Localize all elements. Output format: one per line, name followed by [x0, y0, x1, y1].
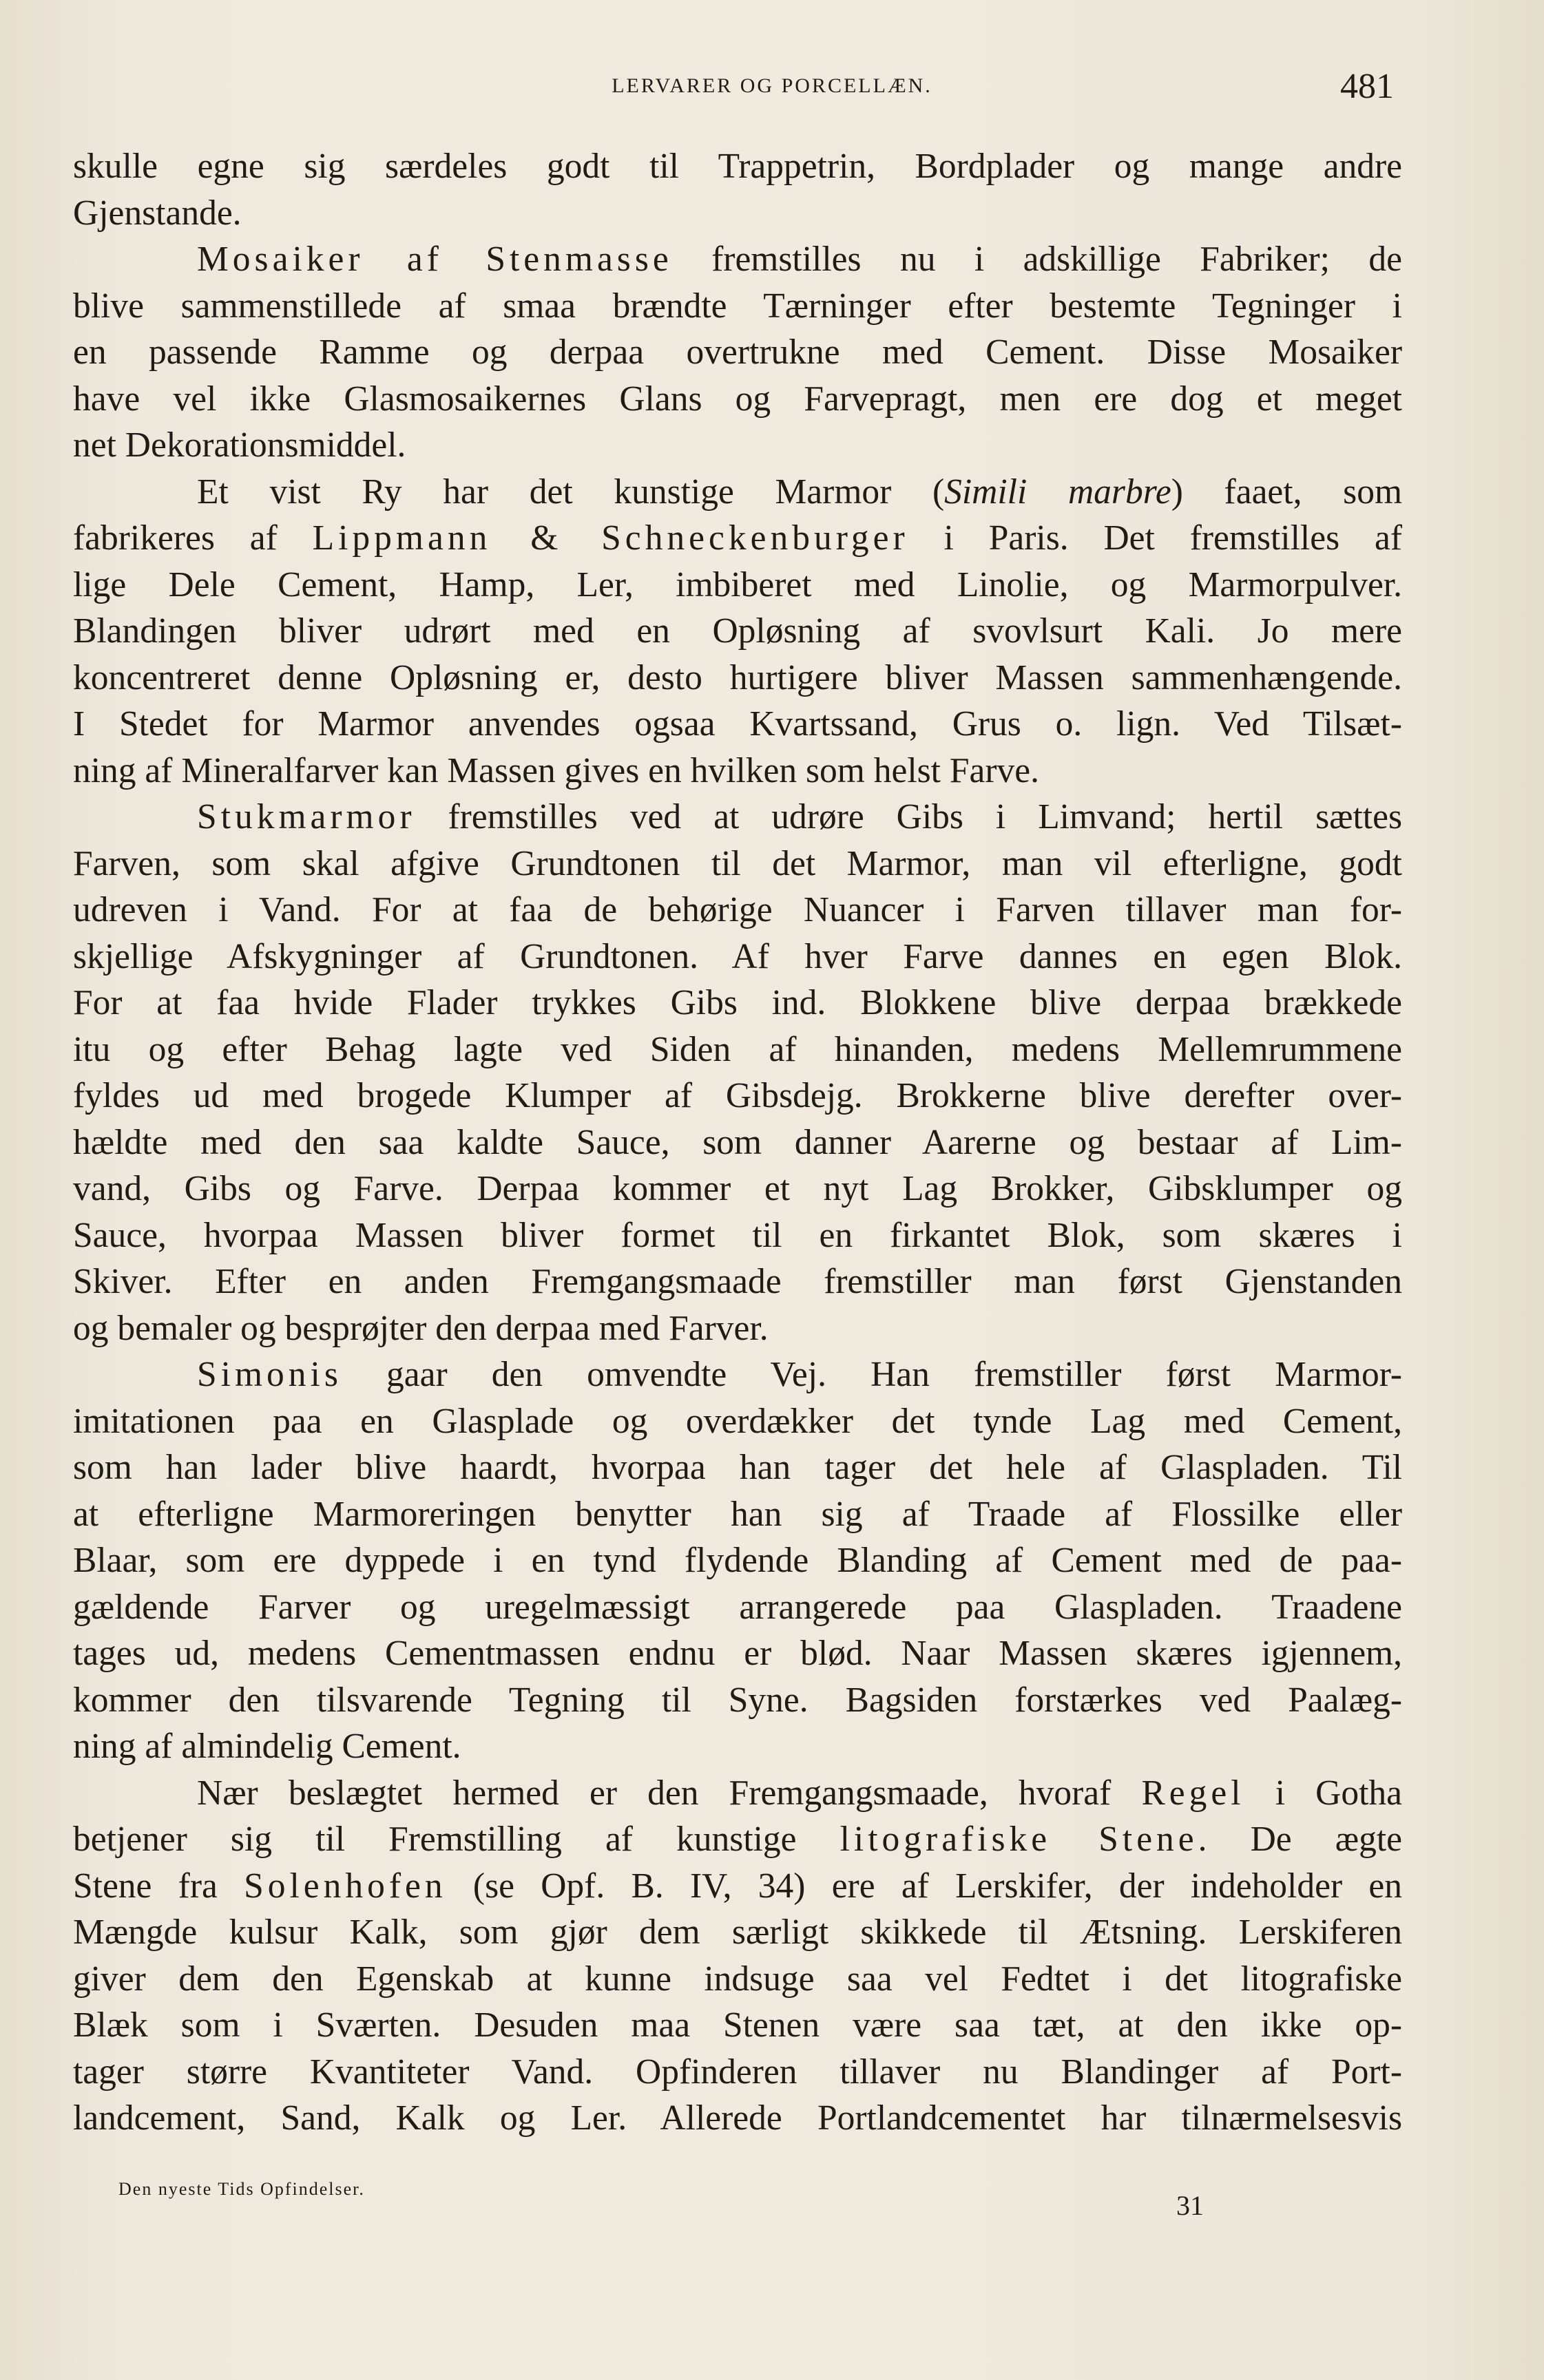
text-run: fabrikeres af	[73, 518, 313, 558]
spaced-term: Lippmann & Schneckenburger	[312, 518, 909, 558]
text-line	[73, 934, 1402, 980]
text-line	[73, 2095, 1402, 2142]
text-run: have vel ikke Glasmosaikernes Glans og Farvepragt, men ere dog et meget	[73, 379, 1402, 419]
text-line	[73, 2002, 1402, 2049]
spaced-term: Simonis	[197, 1355, 342, 1394]
text-run: Farven, som skal afgive Grundtonen til det Marmor, man vil efterligne, godt	[73, 843, 1402, 883]
text-line	[73, 562, 1402, 609]
text-run: itu og efter Behag lagte ved Siden af hinanden, medens Mellemrummene	[73, 1029, 1402, 1069]
text-run: Skiver. Efter en anden Fremgangsmaade fremstiller man først Gjenstanden	[73, 1262, 1402, 1301]
body-text	[73, 143, 1402, 2142]
text-line	[73, 1956, 1402, 2003]
text-run: Nær beslægtet hermed er den Fremgangsmaade, hvoraf	[197, 1773, 1142, 1813]
text-line	[73, 236, 1402, 283]
text-line	[73, 329, 1402, 376]
spaced-term: Stukmarmor	[197, 797, 416, 836]
text-line	[73, 1259, 1402, 1305]
spaced-term: Regel	[1141, 1773, 1245, 1813]
text-run: Gjenstande.	[73, 193, 242, 233]
text-line	[73, 608, 1402, 655]
text-run: i Paris. Det fremstilles af	[908, 518, 1402, 558]
text-line	[73, 515, 1402, 562]
text-run: . De ægte	[1198, 1820, 1402, 1859]
footer-signature: Den nyeste Tids Opfindelser.	[118, 2179, 365, 2199]
text-line	[73, 376, 1402, 423]
text-line	[73, 143, 1402, 190]
text-line	[73, 1166, 1402, 1212]
text-run: Blandingen bliver udrørt med en Opløsning af svovlsurt Kali. Jo mere	[73, 611, 1402, 651]
text-run: vand, Gibs og Farve. Derpaa kommer et nyt Lag Brokker, Gibsklumper og	[73, 1169, 1402, 1208]
text-run: skulle egne sig særdeles godt til Trappetrin, Bordplader og mange andre	[73, 147, 1402, 186]
text-run: fyldes ud med brogede Klumper af Gibsdejg. Brokkerne blive derefter over-	[73, 1076, 1402, 1115]
text-run: imitationen paa en Glasplade og overdækker det tynde Lag med Cement,	[73, 1401, 1402, 1441]
text-run: Sauce, hvorpaa Massen bliver formet til en firkantet Blok, som skæres i	[73, 1215, 1402, 1255]
text-line	[73, 1351, 1402, 1398]
text-run: en passende Ramme og derpaa overtrukne med Cement. Disse Mosaiker	[73, 333, 1402, 372]
text-run: net Dekorationsmiddel.	[73, 425, 406, 465]
text-line	[73, 1723, 1402, 1770]
spaced-term: Solenhofen	[244, 1866, 447, 1906]
text-run: Blæk som i Sværten. Desuden maa Stenen være saa tæt, at den ikke op-	[73, 2005, 1402, 2045]
text-line	[73, 1073, 1402, 1119]
text-line	[73, 1816, 1402, 1863]
text-run: Stene fra	[73, 1866, 244, 1906]
text-run: at efterligne Marmoreringen benytter han sig af Traade af Flossilke eller	[73, 1494, 1402, 1534]
running-head: LERVARER OG PORCELLÆN.	[612, 74, 932, 97]
text-run: I Stedet for Marmor anvendes ogsaa Kvartssand, Grus o. lign. Ved Tilsæt-	[73, 704, 1402, 744]
text-line	[73, 2049, 1402, 2096]
text-run: gældende Farver og uregelmæssigt arrangerede paa Glaspladen. Traadene	[73, 1587, 1402, 1627]
text-run: (se Opf. B. IV, 34) ere af Lerskifer, der indeholder en	[446, 1866, 1402, 1906]
text-line	[73, 1584, 1402, 1631]
text-run: i Gotha	[1244, 1773, 1403, 1813]
text-line	[73, 283, 1402, 330]
text-run: udreven i Vand. For at faa de behørige Nuancer i Farven tillaver man for-	[73, 890, 1402, 929]
text-line	[73, 422, 1402, 469]
text-line	[73, 1677, 1402, 1724]
text-line	[73, 980, 1402, 1026]
spaced-term: Mosaiker af Stenmasse	[197, 240, 673, 279]
text-run: For at faa hvide Flader trykkes Gibs ind. Blokkene blive derpaa brækkede	[73, 983, 1402, 1022]
text-run: betjener sig til Fremstilling af kunstige	[73, 1820, 840, 1859]
text-line	[73, 469, 1402, 516]
page-number: 481	[1340, 67, 1394, 106]
text-run: fremstilles nu i adskillige Fabriker; de	[672, 240, 1402, 279]
text-line	[73, 701, 1402, 748]
text-run: lige Dele Cement, Hamp, Ler, imbiberet med Linolie, og Marmorpulver.	[73, 565, 1402, 604]
text-run: gaar den omvendte Vej. Han fremstiller først Marmor-	[342, 1355, 1402, 1394]
text-line	[73, 748, 1402, 794]
text-run: Et vist Ry har det kunstige Marmor (	[197, 472, 945, 512]
text-run: ning af Mineralfarver kan Massen gives en hvilken som helst Farve.	[73, 750, 1039, 790]
text-run: ) faaet, som	[1171, 472, 1402, 512]
italic-term: Simili marbre	[944, 472, 1171, 512]
footer-sheet-number: 31	[1176, 2190, 1204, 2221]
text-run: giver dem den Egenskab at kunne indsuge saa vel Fedtet i det litografiske	[73, 1959, 1402, 1999]
text-line	[73, 1026, 1402, 1073]
text-run: tages ud, medens Cementmassen endnu er blød. Naar Massen skæres igjennem,	[73, 1634, 1402, 1673]
text-line	[73, 1119, 1402, 1166]
text-line	[73, 190, 1402, 237]
text-line	[73, 1770, 1402, 1817]
text-line	[73, 887, 1402, 934]
text-run: blive sammenstillede af smaa brændte Tærninger efter bestemte Tegninger i	[73, 286, 1402, 326]
text-line	[73, 1212, 1402, 1259]
text-run: koncentreret denne Opløsning er, desto hurtigere bliver Massen sammenhængende.	[73, 657, 1402, 697]
text-line	[73, 794, 1402, 841]
text-line	[73, 841, 1402, 887]
text-run: som han lader blive haardt, hvorpaa han tager det hele af Glaspladen. Til	[73, 1448, 1402, 1487]
text-run: hældte med den saa kaldte Sauce, som danner Aarerne og bestaar af Lim-	[73, 1122, 1402, 1162]
text-line	[73, 1863, 1402, 1910]
text-run: fremstilles ved at udrøre Gibs i Limvand; hertil sættes	[415, 797, 1402, 836]
text-line	[73, 1444, 1402, 1491]
text-run: Mængde kulsur Kalk, som gjør dem særligt skikkede til Ætsning. Lerskiferen	[73, 1913, 1402, 1952]
text-line	[73, 655, 1402, 702]
text-run: Blaar, som ere dyppede i en tynd flydende Blanding af Cement med de paa-	[73, 1541, 1402, 1580]
text-line	[73, 1537, 1402, 1584]
text-run: landcement, Sand, Kalk og Ler. Allerede Portlandcementet har tilnærmelsesvis	[73, 2098, 1402, 2138]
text-line	[73, 1909, 1402, 1956]
text-run: ning af almindelig Cement.	[73, 1727, 461, 1766]
text-line	[73, 1398, 1402, 1445]
text-line	[73, 1491, 1402, 1538]
text-line	[73, 1630, 1402, 1677]
spaced-term: litografiske Stene	[839, 1820, 1198, 1859]
text-run: og bemaler og besprøjter den derpaa med Farver.	[73, 1308, 769, 1348]
text-run: tager større Kvantiteter Vand. Opfinderen tillaver nu Blandinger af Port-	[73, 2052, 1402, 2092]
text-run: skjellige Afskygninger af Grundtonen. Af hver Farve dannes en egen Blok.	[73, 936, 1402, 976]
text-line	[73, 1305, 1402, 1352]
text-run: kommer den tilsvarende Tegning til Syne. Bagsiden forstærkes ved Paalæg-	[73, 1680, 1402, 1720]
